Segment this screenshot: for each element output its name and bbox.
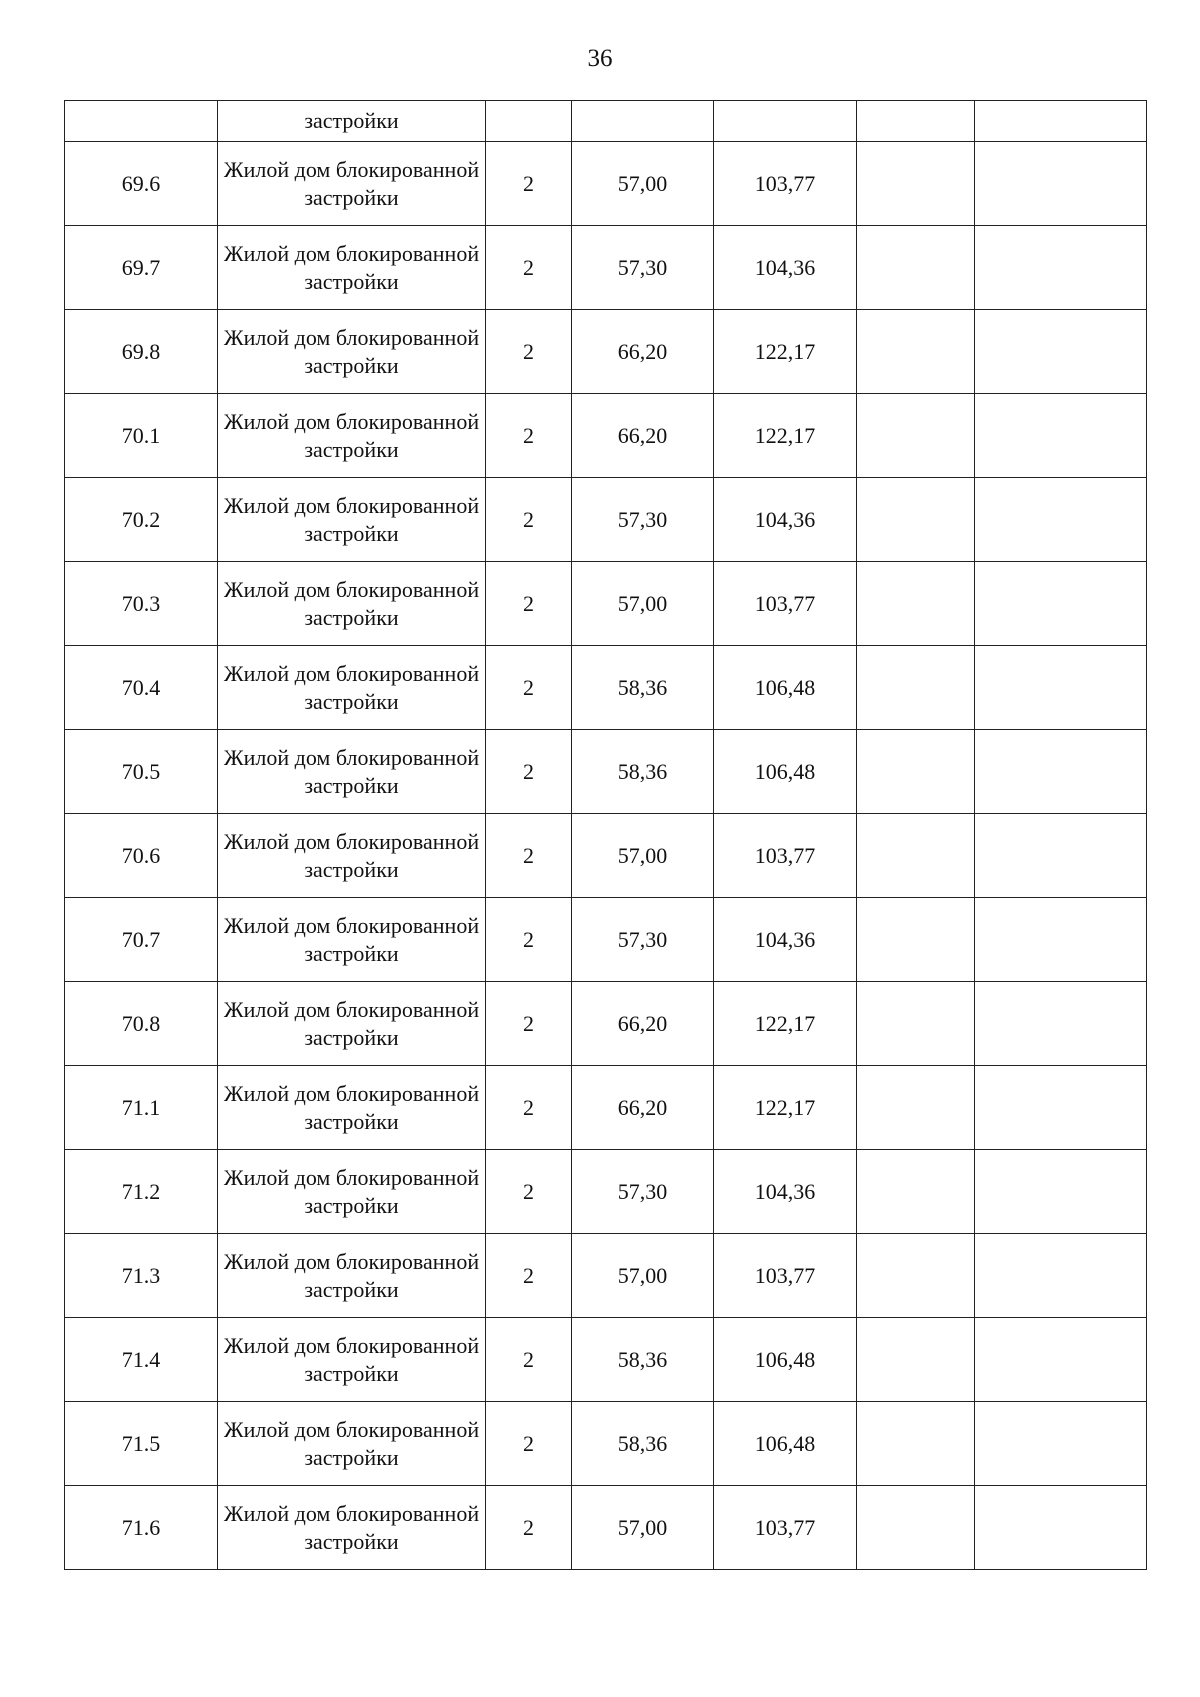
cell-id: 71.1: [65, 1066, 218, 1150]
cell-col6: [857, 101, 975, 142]
cell-area1: 57,30: [572, 898, 714, 982]
cell-area1: 58,36: [572, 730, 714, 814]
cell-col7: [975, 142, 1147, 226]
table-row: [65, 226, 1147, 310]
cell-col7: [975, 478, 1147, 562]
table-row: [65, 898, 1147, 982]
cell-name: Жилой дом блокированной застройки: [218, 898, 486, 982]
cell-id: 70.7: [65, 898, 218, 982]
cell-name: Жилой дом блокированной застройки: [218, 142, 486, 226]
cell-name: застройки: [218, 101, 486, 142]
cell-col6: [857, 562, 975, 646]
cell-id: 70.6: [65, 814, 218, 898]
cell-area1: 57,00: [572, 1234, 714, 1318]
cell-floors: 2: [486, 1066, 572, 1150]
cell-id: 69.7: [65, 226, 218, 310]
cell-name: Жилой дом блокированной застройки: [218, 310, 486, 394]
cell-floors: 2: [486, 1402, 572, 1486]
cell-name: Жилой дом блокированной застройки: [218, 730, 486, 814]
table-row: [65, 730, 1147, 814]
table-row-continuation: [65, 101, 1147, 142]
cell-floors: 2: [486, 898, 572, 982]
cell-area2: 122,17: [714, 1066, 857, 1150]
table-row: [65, 1066, 1147, 1150]
cell-area1: 57,00: [572, 814, 714, 898]
cell-name: Жилой дом блокированной застройки: [218, 1486, 486, 1570]
cell-floors: 2: [486, 394, 572, 478]
page-number: 36: [587, 45, 613, 72]
table-row: [65, 142, 1147, 226]
cell-col6: [857, 478, 975, 562]
table-row: [65, 646, 1147, 730]
cell-area1: 57,00: [572, 142, 714, 226]
cell-area1: 57,00: [572, 1486, 714, 1570]
cell-name: Жилой дом блокированной застройки: [218, 814, 486, 898]
cell-col7: [975, 1486, 1147, 1570]
cell-id: 69.6: [65, 142, 218, 226]
cell-area2: 104,36: [714, 1150, 857, 1234]
cell-col7: [975, 1150, 1147, 1234]
cell-area2: 106,48: [714, 1318, 857, 1402]
cell-id: 70.1: [65, 394, 218, 478]
cell-name: Жилой дом блокированной застройки: [218, 226, 486, 310]
cell-id: 69.8: [65, 310, 218, 394]
cell-name: Жилой дом блокированной застройки: [218, 646, 486, 730]
cell-id: 70.5: [65, 730, 218, 814]
cell-col7: [975, 898, 1147, 982]
cell-col6: [857, 646, 975, 730]
cell-name: Жилой дом блокированной застройки: [218, 982, 486, 1066]
cell-area2: 122,17: [714, 310, 857, 394]
cell-id: 70.4: [65, 646, 218, 730]
cell-col6: [857, 310, 975, 394]
cell-col7: [975, 101, 1147, 142]
cell-area1: 66,20: [572, 1066, 714, 1150]
cell-area1: 66,20: [572, 982, 714, 1066]
cell-col7: [975, 226, 1147, 310]
cell-area1: 58,36: [572, 1402, 714, 1486]
table-row: [65, 1150, 1147, 1234]
cell-floors: 2: [486, 1318, 572, 1402]
cell-name: Жилой дом блокированной застройки: [218, 394, 486, 478]
cell-id: 71.2: [65, 1150, 218, 1234]
cell-col6: [857, 1066, 975, 1150]
table-body: [65, 101, 1147, 1570]
cell-floors: 2: [486, 730, 572, 814]
cell-name: Жилой дом блокированной застройки: [218, 562, 486, 646]
cell-area2: 106,48: [714, 646, 857, 730]
cell-col7: [975, 730, 1147, 814]
cell-col6: [857, 1234, 975, 1318]
table-row: [65, 1486, 1147, 1570]
cell-col6: [857, 814, 975, 898]
cell-col7: [975, 310, 1147, 394]
table-row: [65, 562, 1147, 646]
cell-name: Жилой дом блокированной застройки: [218, 1402, 486, 1486]
cell-col7: [975, 814, 1147, 898]
cell-floors: 2: [486, 1234, 572, 1318]
cell-name: Жилой дом блокированной застройки: [218, 1066, 486, 1150]
cell-floors: 2: [486, 142, 572, 226]
table-row: [65, 814, 1147, 898]
cell-area2: 106,48: [714, 730, 857, 814]
table-row: [65, 310, 1147, 394]
table-row: [65, 478, 1147, 562]
cell-area1: 66,20: [572, 394, 714, 478]
cell-floors: 2: [486, 646, 572, 730]
cell-area1: 58,36: [572, 1318, 714, 1402]
cell-col6: [857, 1486, 975, 1570]
table-row: [65, 1402, 1147, 1486]
cell-name: Жилой дом блокированной застройки: [218, 478, 486, 562]
cell-col7: [975, 646, 1147, 730]
cell-floors: 2: [486, 1486, 572, 1570]
cell-area1: 58,36: [572, 646, 714, 730]
cell-floors: 2: [486, 478, 572, 562]
cell-id: 70.8: [65, 982, 218, 1066]
cell-floors: 2: [486, 1150, 572, 1234]
cell-col7: [975, 1066, 1147, 1150]
cell-area2: [714, 101, 857, 142]
cell-col7: [975, 394, 1147, 478]
cell-id: 71.3: [65, 1234, 218, 1318]
cell-col7: [975, 1318, 1147, 1402]
cell-floors: 2: [486, 226, 572, 310]
cell-id: 71.6: [65, 1486, 218, 1570]
cell-area1: 57,30: [572, 226, 714, 310]
cell-area1: 57,30: [572, 478, 714, 562]
cell-col6: [857, 1150, 975, 1234]
cell-col6: [857, 1402, 975, 1486]
cell-col7: [975, 1234, 1147, 1318]
data-table: [64, 100, 1147, 1570]
cell-area2: 103,77: [714, 1234, 857, 1318]
cell-id: [65, 101, 218, 142]
cell-col7: [975, 982, 1147, 1066]
cell-col6: [857, 730, 975, 814]
cell-name: Жилой дом блокированной застройки: [218, 1150, 486, 1234]
cell-col6: [857, 394, 975, 478]
cell-floors: 2: [486, 310, 572, 394]
cell-area2: 103,77: [714, 814, 857, 898]
cell-floors: 2: [486, 814, 572, 898]
cell-area1: 57,00: [572, 562, 714, 646]
cell-floors: 2: [486, 562, 572, 646]
cell-col6: [857, 898, 975, 982]
cell-id: 71.4: [65, 1318, 218, 1402]
cell-col7: [975, 562, 1147, 646]
cell-area2: 122,17: [714, 394, 857, 478]
table-row: [65, 1318, 1147, 1402]
cell-id: 70.3: [65, 562, 218, 646]
cell-area1: [572, 101, 714, 142]
cell-area2: 122,17: [714, 982, 857, 1066]
cell-col6: [857, 982, 975, 1066]
cell-col6: [857, 226, 975, 310]
cell-area1: 66,20: [572, 310, 714, 394]
cell-area2: 104,36: [714, 898, 857, 982]
cell-name: Жилой дом блокированной застройки: [218, 1234, 486, 1318]
table-row: [65, 982, 1147, 1066]
cell-area2: 104,36: [714, 226, 857, 310]
cell-id: 71.5: [65, 1402, 218, 1486]
cell-col6: [857, 142, 975, 226]
cell-col7: [975, 1402, 1147, 1486]
cell-area2: 104,36: [714, 478, 857, 562]
table-row: [65, 1234, 1147, 1318]
cell-area2: 103,77: [714, 562, 857, 646]
table-row: [65, 394, 1147, 478]
cell-id: 70.2: [65, 478, 218, 562]
cell-area2: 106,48: [714, 1402, 857, 1486]
cell-col6: [857, 1318, 975, 1402]
cell-area1: 57,30: [572, 1150, 714, 1234]
cell-floors: [486, 101, 572, 142]
cell-name: Жилой дом блокированной застройки: [218, 1318, 486, 1402]
cell-area2: 103,77: [714, 1486, 857, 1570]
cell-area2: 103,77: [714, 142, 857, 226]
cell-floors: 2: [486, 982, 572, 1066]
